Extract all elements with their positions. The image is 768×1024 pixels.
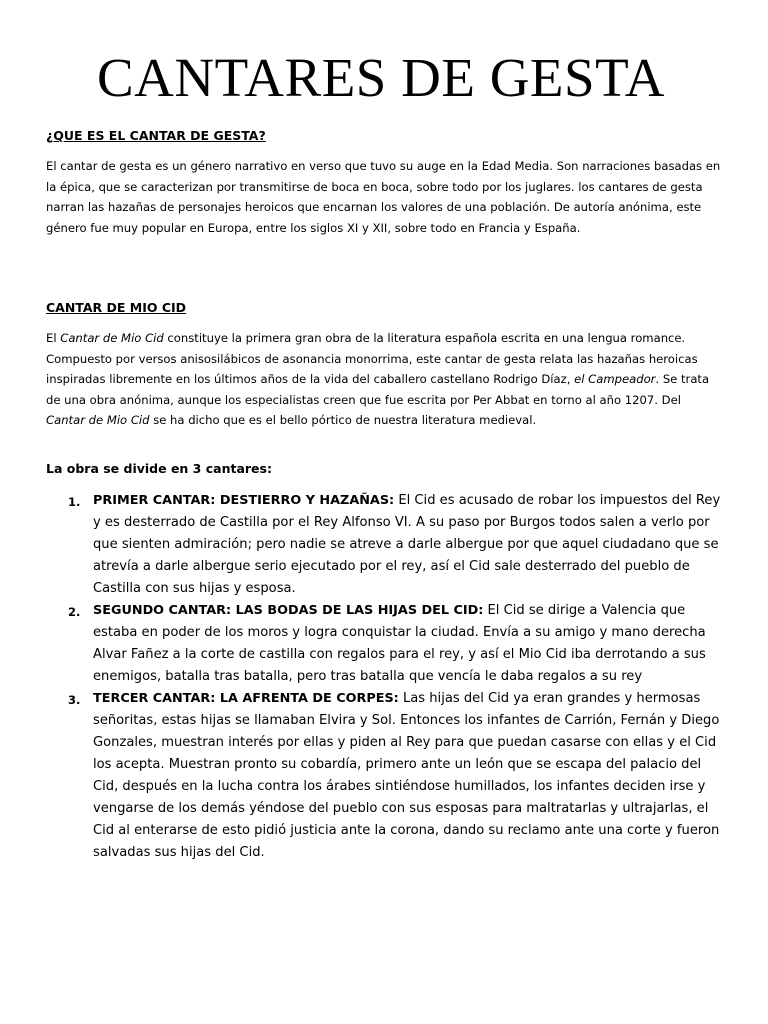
section-heading-mio-cid: CANTAR DE MIO CID — [46, 300, 187, 315]
list-item-cantar-3 — [46, 688, 726, 864]
cantar-description: El Cid se dirige a Valencia que estaba en poder de los moros y logra conquistar la ciudad. Envía a su amigo y mano derecha Alvar Fañez a la corte de castilla con regalos para el rey, y así el Mio Cid iba derrotando a sus enemigos, batalla tras batalla, pero tras batalla que vencía le daba regalos a su rey — [93, 603, 706, 684]
cantares-list — [46, 490, 726, 864]
section-heading-que-es: ¿QUE ES EL CANTAR DE GESTA? — [46, 128, 266, 143]
list-item-cantar-2 — [46, 600, 726, 688]
list-number: 1. — [68, 495, 81, 509]
italic-work-title: Cantar de Mio Cid — [46, 413, 150, 428]
cantar-title: PRIMER CANTAR: DESTIERRO Y HAZAÑAS: — [93, 493, 395, 508]
paragraph-definicion: El cantar de gesta es un género narrativo en verso que tuvo su auge en la Edad Media. Son narraciones basadas en la épica, que se caracterizan por transmitirse de boca en boca, sobre todo por los juglares. los cantares de gesta narran las hazañas de personajes heroicos que encarnan los valores de una población. De autoría anónima, este género fue muy popular en Europa, entre los siglos XI y XII, sobre todo en Francia y España. — [46, 159, 721, 235]
text-span: constituye la primera gran obra de la literatura española escrita en una lengua romance. Compuesto por versos anisosilábicos de asonancia monorrima, este cantar de gesta relata las hazañas heroicas inspiradas libremente en los últimos años de la vida del caballero castellano Rodrigo Díaz, — [46, 331, 698, 387]
list-item-cantar-1 — [46, 490, 726, 600]
list-number: 2. — [68, 605, 81, 619]
italic-epithet: el Campeador — [574, 372, 656, 387]
cantar-title: SEGUNDO CANTAR: LAS BODAS DE LAS HIJAS DEL CID: — [93, 603, 484, 618]
paragraph-mio-cid — [46, 328, 722, 431]
document-title: CANTARES DE GESTA — [96, 47, 666, 108]
text-span: El — [46, 331, 61, 345]
division-subheading: La obra se divide en 3 cantares: — [46, 461, 272, 476]
cantar-description: Las hijas del Cid ya eran grandes y hermosas señoritas, estas hijas se llamaban Elvira y Sol. Entonces los infantes de Carrión, Fernán y Diego Gonzales, muestran interés por ellas y piden al Rey para que puedan casarse con ellas y el Cid los acepta. Muestran pronto su cobardía, primero ante un león que se escapa del palacio del Cid, después en la lucha contra los árabes sintiéndose humillados, los infantes deciden irse y vengarse de los demás yéndose del pueblo con sus esposas para maltratarlas y ultrajarlas, el Cid al enterarse de esto pidió justicia ante la corona, dando su reclamo ante una corte y fueron salvadas sus hijas del Cid. — [93, 691, 720, 860]
cantar-description: El Cid es acusado de robar los impuestos del Rey y es desterrado de Castilla por el Rey Alfonso VI. A su paso por Burgos todos salen a verlo por que sienten admiración; pero nadie se atreve a darle albergue por que aquel ciudadano que se atrevía a darle albergue serio ejecutado por el rey, así el Cid sale desterrado del pueblo de Castilla con sus hijas y esposa. — [93, 493, 721, 596]
cantar-title: TERCER CANTAR: LA AFRENTA DE CORPES: — [93, 691, 399, 706]
text-span: . Se trata de una obra anónima, aunque los especialistas creen que fue escrita por Per Abbat en torno al año 1207. Del — [46, 372, 710, 407]
italic-work-title: Cantar de Mio Cid — [60, 331, 164, 345]
list-number: 3. — [68, 693, 81, 707]
text-span: se ha dicho que es el bello pórtico de nuestra literatura medieval. — [149, 413, 537, 428]
